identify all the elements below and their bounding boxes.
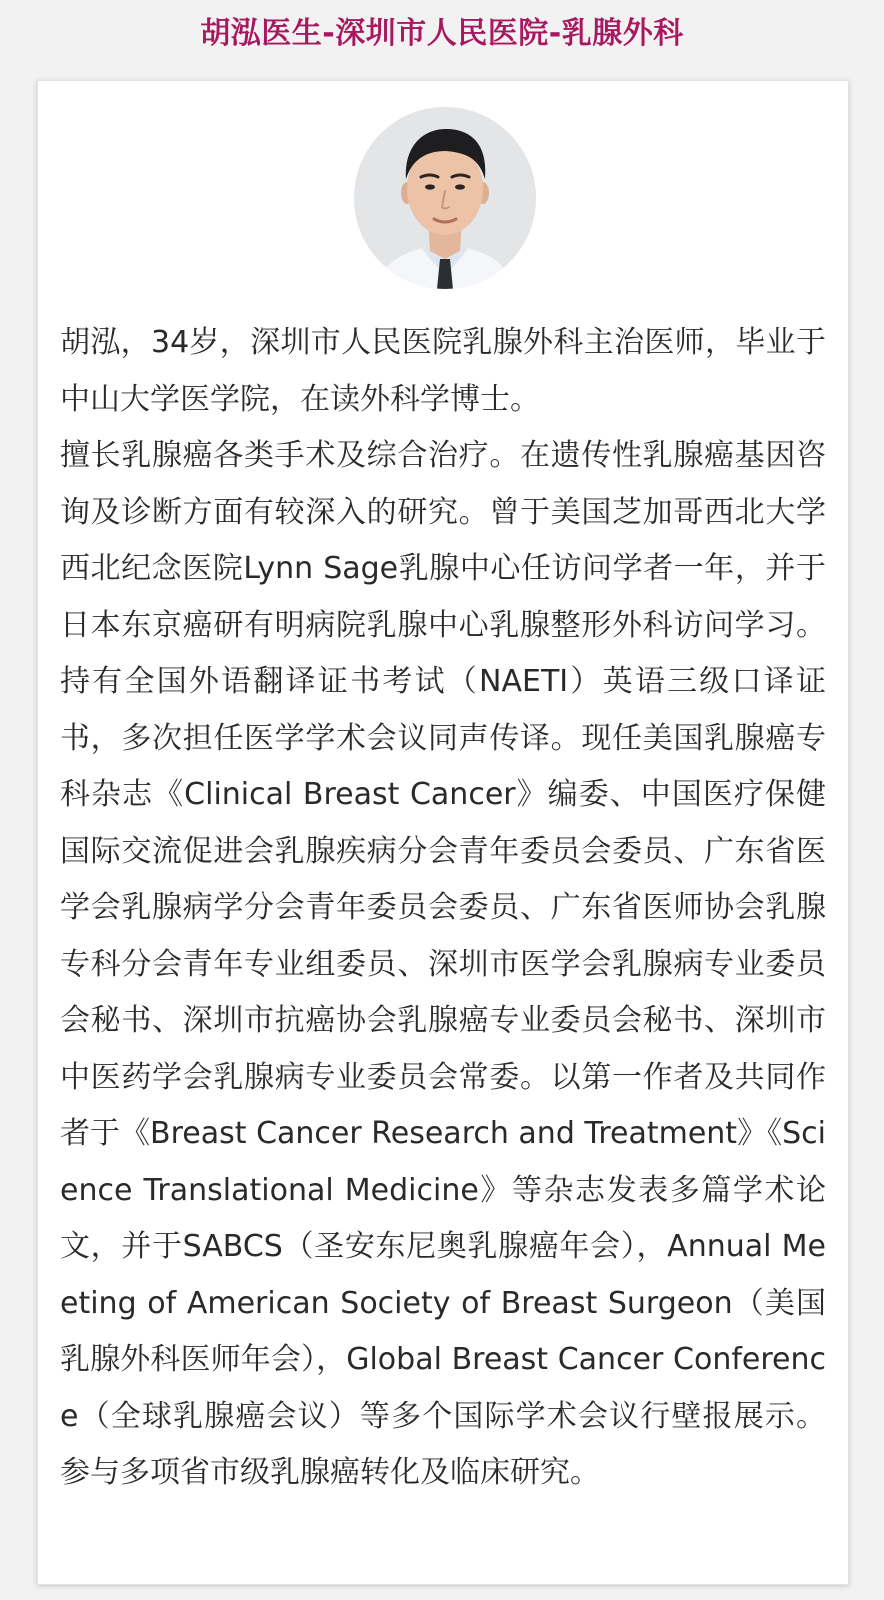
bio-paragraph-intro: 胡泓，34岁，深圳市人民医院乳腺外科主治医师，毕业于中山大学医学院，在读外科学博士。 xyxy=(60,325,826,417)
doctor-biography xyxy=(60,315,826,1502)
doctor-profile-card xyxy=(37,80,849,1585)
doctor-portrait-icon xyxy=(354,107,536,289)
page-title: 胡泓医生-深圳市人民医院-乳腺外科 xyxy=(200,16,684,51)
bio-paragraph-details: 擅长乳腺癌各类手术及综合治疗。在遗传性乳腺癌基因咨询及诊断方面有较深入的研究。曾于美国芝加哥西北大学西北纪念医院Lynn Sage乳腺中心任访问学者一年，并于日本东京癌研有明病院乳腺中心乳腺整形外科访问学习。持有全国外语翻译证书考试（NAETI）英语三级口译证书，多次担任医学学术会议同声传译。现任美国乳腺癌专科杂志《Clinical Breast Cancer》编委、中国医疗保健国际交流促进会乳腺疾病分会青年委员会委员、广东省医学会乳腺病学分会青年委员会委员、广东省医师协会乳腺专科分会青年专业组委员、深圳市医学会乳腺病专业委员会秘书、深圳市抗癌协会乳腺癌专业委员会秘书、深圳市中医药学会乳腺病专业委员会常委。以第一作者及共同作者于《Breast Cancer Research and Treatment》《Science Translational Medicine》等杂志发表多篇学术论文，并于SABCS（圣安东尼奥乳腺癌年会），Annual Meeting of American Society of Breast Surgeon（美国乳腺外科医师年会），Global Breast Cancer Conference（全球乳腺癌会议）等多个国际学术会议行壁报展示。参与多项省市级乳腺癌转化及临床研究。 xyxy=(60,438,826,1490)
